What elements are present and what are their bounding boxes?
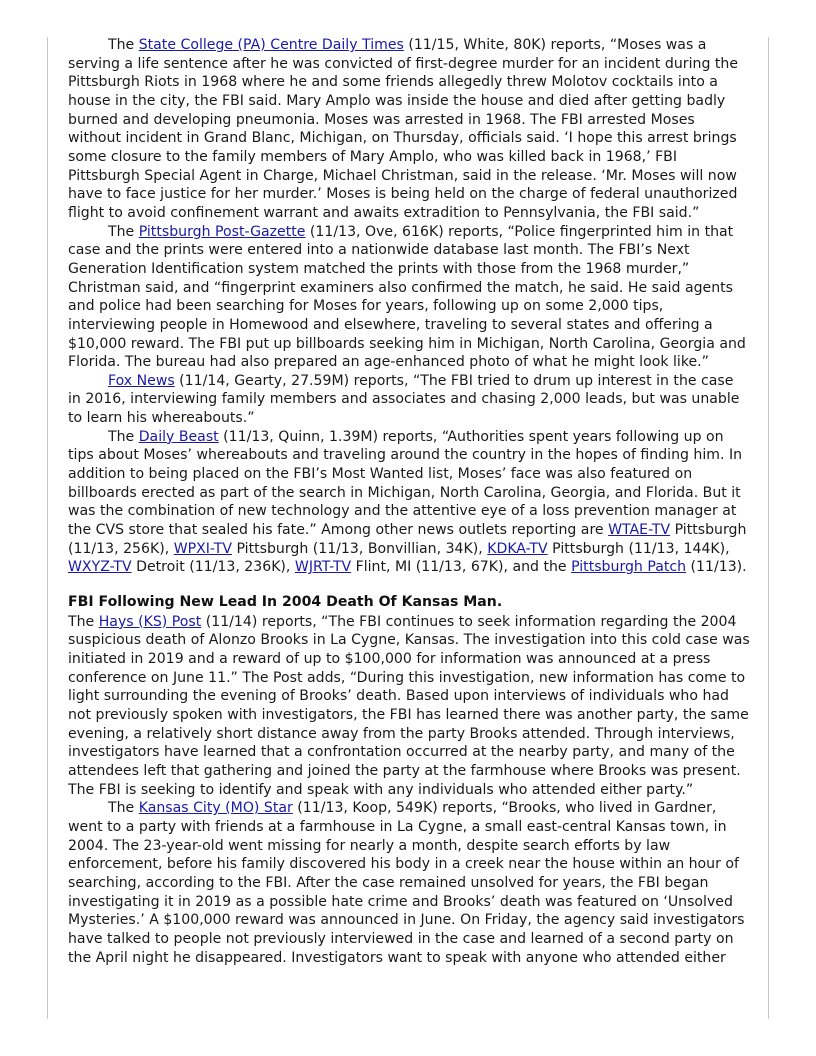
fox-news-link[interactable]: Fox News: [108, 372, 175, 389]
headline-kansas-case: FBI Following New Lead In 2004 Death Of Kansas Man.: [68, 594, 503, 611]
pittsburgh-post-gazette-link[interactable]: Pittsburgh Post-Gazette: [138, 223, 306, 240]
paragraph-hays-post: [68, 613, 750, 800]
document-body: [68, 36, 750, 967]
right-margin-rule: [768, 37, 769, 1019]
paragraph-text: (11/13, Koop, 549K) reports, “Brooks, who lived in Gardner, went to a party with friends at a farmhouse in La Cygne, a small east-central Kansas town, in 2004. The 23-year-old went missing for nearly a month, despite search efforts by law enforcement, before his family discovered his body in a creek near the house within an hour of searching, according to the FBI. After the case remained unsolved for years, the FBI began investigating it in 2019 as a possible hate crime and Brooks’ death was featured on ‘Unsolved Mysteries.’ A $100,000 reward was announced in June. On Friday, the agency said investigators have talked to people not previously interviewed in the case and learned of a second party on the April night he disappeared. Investigators want to speak with anyone who attended either: [68, 800, 745, 966]
paragraph-fox-news: [68, 372, 750, 428]
paragraph-text: The: [108, 800, 139, 817]
wjrt-tv-link[interactable]: WJRT-TV: [294, 559, 352, 576]
paragraph-text: Detroit (11/13, 236K),: [131, 559, 295, 576]
left-margin-rule: [47, 37, 48, 1019]
paragraph-text: (11/13, Ove, 616K) reports, “Police fingerprinted him in that case and the prints were entered into a nationwide database last month. The FBI’s Next Generation Identification system matched the prints with those from the 1968 murder,” Christman said, and “fingerprint examiners also confirmed the match, he said. He said agents and police had been searching for Moses for years, following up on some 2,000 tips, interviewing people in Homewood and elsewhere, traveling to several states and offering a $10,000 reward. The FBI put up billboards seeking him in Michigan, North Carolina, Georgia and Florida. The bureau had also prepared an age-enhanced photo of what he might look like.”: [68, 223, 746, 371]
paragraph-text: (11/13, Quinn, 1.39M) reports, “Authorities spent years following up on tips about Moses’ whereabouts and traveling around the country in the hopes of finding him. In addition to being placed on the FBI’s Most Wanted list, Moses’ face was also featured on billboards erected as part of the search in Michigan, North Carolina, Georgia, and Florida. But it was the combination of new technology and the attentive eye of a loss prevention manager at the CVS store that sealed his fate.” Among other news outlets reporting are: [68, 428, 743, 539]
paragraph-post-gazette: [68, 223, 750, 372]
paragraph-text: Pittsburgh (11/13, Bonvillian, 34K),: [231, 540, 488, 557]
paragraph-text: The: [108, 37, 139, 53]
paragraph-text: (11/13).: [686, 559, 747, 576]
wpxi-tv-link[interactable]: WPXI-TV: [173, 540, 232, 557]
paragraph-daily-beast: [68, 428, 750, 577]
wtae-tv-link[interactable]: WTAE-TV: [608, 522, 671, 539]
paragraph-text: (11/15, White, 80K) reports, “Moses was a serving a life sentence after he was convicted of first-degree murder for an incident during the Pittsburgh Riots in 1968 where he and some friends allegedly threw Molotov cocktails into a house in the city, the FBI said. Mary Amplo was inside the house and died after getting badly burned and developing pneumonia. Moses was arrested in 1968. The FBI arrested Moses without incident in Grand Blanc, Michigan, on Thursday, officials said. ‘I hope this arrest brings some closure to the family members of Mary Amplo, who was killed back in 1968,’ FBI Pittsburgh Special Agent in Charge, Michael Christman, said in the release. ‘Mr. Moses will now have to face justice for her murder.’ Moses is being held on the charge of federal unauthorized flight to avoid confinement warrant and awaits extradition to Pennsylvania, the FBI said.”: [68, 37, 738, 221]
paragraph-centre-daily-times: [68, 36, 750, 223]
paragraph-text: The: [68, 613, 99, 630]
hays-ks-post-link[interactable]: Hays (KS) Post: [98, 613, 202, 630]
paragraph-text: Pittsburgh (11/13, 256K),: [68, 522, 747, 557]
pittsburgh-patch-link[interactable]: Pittsburgh Patch: [571, 559, 687, 576]
paragraph-text: (11/14, Gearty, 27.59M) reports, “The FBI tried to drum up interest in the case in 2016, interviewing family members and associates and chasing 2,000 leads, but was unable to learn his whereabouts.”: [68, 372, 740, 427]
paragraph-kansas-city-star: [68, 799, 750, 967]
paragraph-text: Pittsburgh (11/13, 144K),: [547, 540, 730, 557]
paragraph-text: The: [108, 223, 139, 240]
kansas-city-mo-star-link[interactable]: Kansas City (MO) Star: [138, 800, 293, 817]
paragraph-text: Flint, MI (11/13, 67K), and the: [351, 559, 572, 576]
paragraph-text: (11/14) reports, “The FBI continues to seek information regarding the 2004 suspicious death of Alonzo Brooks in La Cygne, Kansas. The investigation into this cold case was initiated in 2019 and a reward of up to $100,000 for information was announced at a press conference on June 11.” The Post adds, “During this investigation, new information has come to light surrounding the evening of Brooks’ death. Based upon interviews of individuals who had not previously spoken with investigators, the FBI has learned there was another party, the same evening, a relatively short distance away from the party Brooks attended. Through interviews, investigators have learned that a confrontation occurred at the nearby party, and many of the attendees left that gathering and joined the party at the farmhouse where Brooks was present. The FBI is seeking to identify and speak with any individuals who attended either party.”: [68, 613, 750, 798]
kdka-tv-link[interactable]: KDKA-TV: [487, 540, 548, 557]
daily-beast-link[interactable]: Daily Beast: [138, 428, 219, 445]
wxyz-tv-link[interactable]: WXYZ-TV: [68, 559, 132, 576]
state-college-pa-centre-daily-times-link[interactable]: State College (PA) Centre Daily Times: [138, 37, 404, 53]
paragraph-text: The: [108, 428, 139, 445]
